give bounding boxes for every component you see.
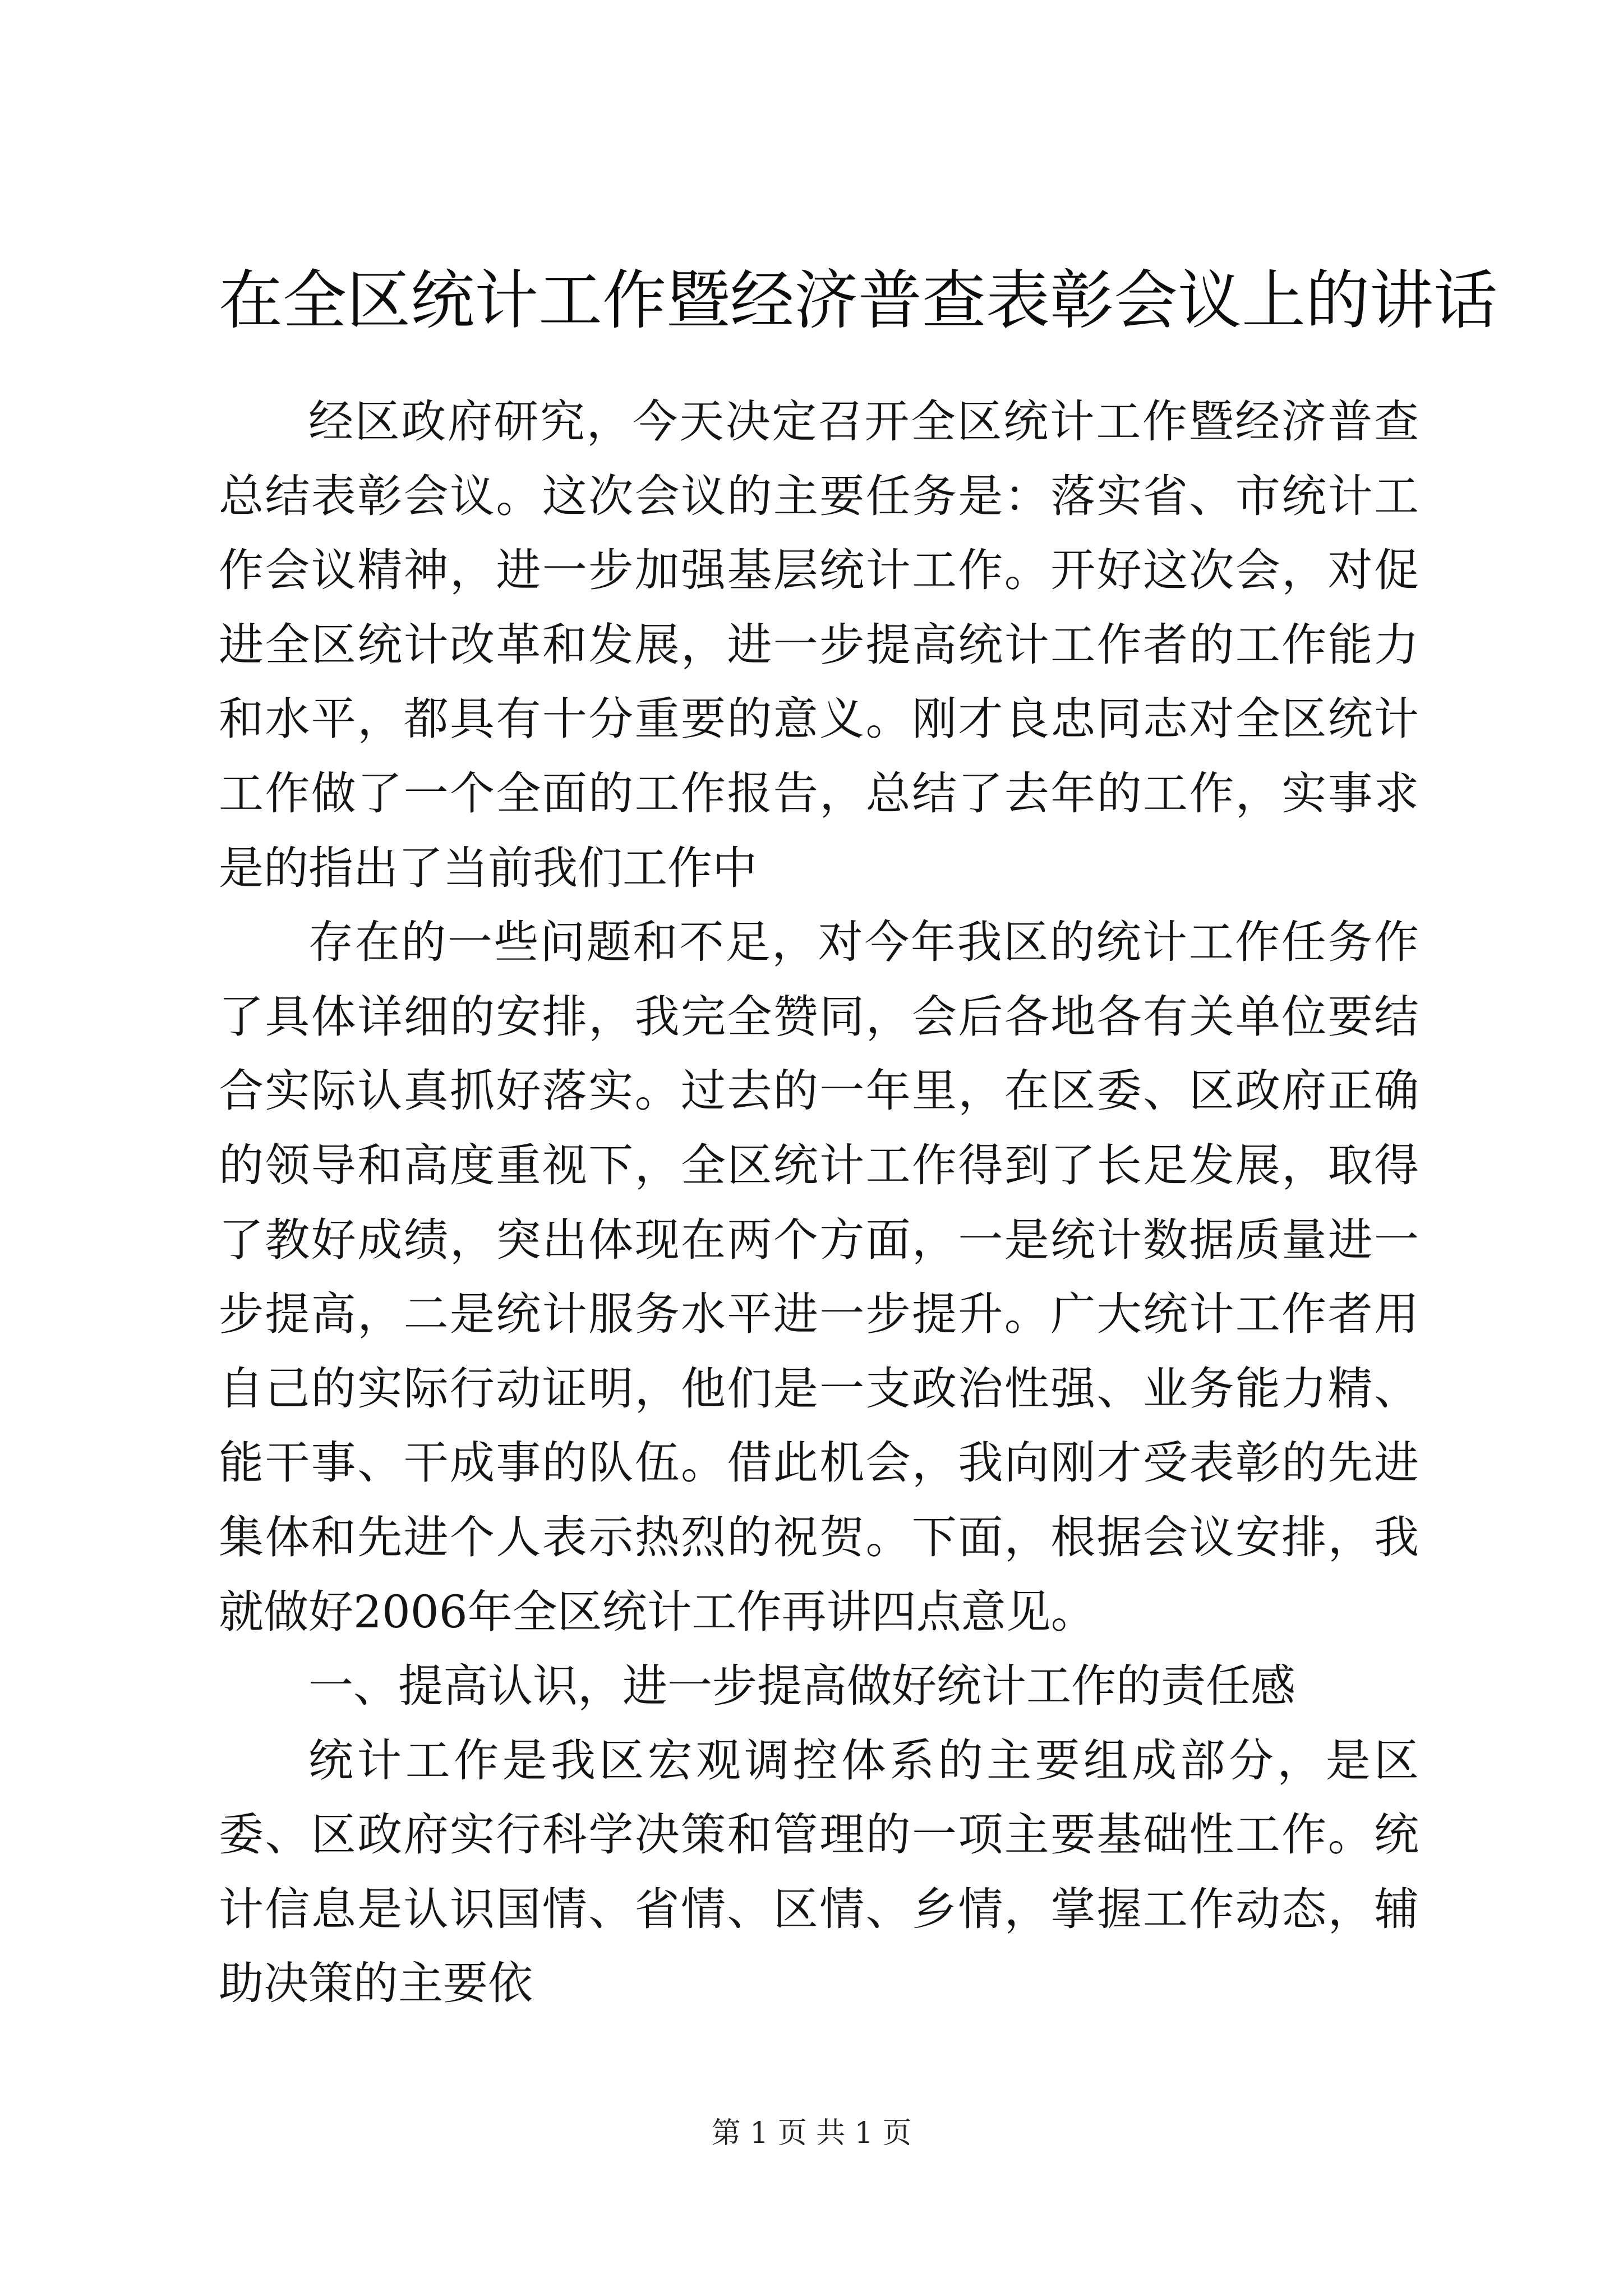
document-body bbox=[219, 385, 1419, 2021]
paragraph-opening: 经区政府研究，今天决定召开全区统计工作暨经济普查总结表彰会议。这次会议的主要任务是：落实省、市统计工作会议精神，进一步加强基层统计工作。开好这次会，对促进全区统计改革和发展，进一步提高统计工作者的工作能力和水平，都具有十分重要的意义。刚才良忠同志对全区统计工作做了一个全面的工作报告，总结了去年的工作，实事求是的指出了当前我们工作中 bbox=[219, 395, 1419, 894]
paragraph-section-1: 统计工作是我区宏观调控体系的主要组成部分，是区委、区政府实行科学决策和管理的一项主要基础性工作。统计信息是认识国情、省情、区情、乡情，掌握工作动态，辅助决策的主要依 bbox=[219, 1734, 1419, 2010]
paragraph-review: 存在的一些问题和不足，对今年我区的统计工作任务作了具体详细的安排，我完全赞同，会后各地各有关单位要结合实际认真抓好落实。过去的一年里，在区委、区政府正确的领导和高度重视下，全区统计工作得到了长足发展，取得了教好成绩，突出体现在两个方面，一是统计数据质量进一步提高，二是统计服务水平进一步提升。广大统计工作者用自己的实际行动证明，他们是一支政治性强、业务能力精、能干事、干成事的队伍。借此机会，我向刚才受表彰的先进集体和先进个人表示热烈的祝贺。下面，根据会议安排，我就做好2006年全区统计工作再讲四点意见。 bbox=[219, 916, 1419, 1638]
document-title: 在全区统计工作暨经济普查表彰会议上的讲话 bbox=[219, 263, 1498, 338]
page-number-footer: 第 1 页 共 1 页 bbox=[711, 2116, 912, 2150]
section-heading-1: 一、提高认识，进一步提高做好统计工作的责任感 bbox=[308, 1660, 1295, 1713]
